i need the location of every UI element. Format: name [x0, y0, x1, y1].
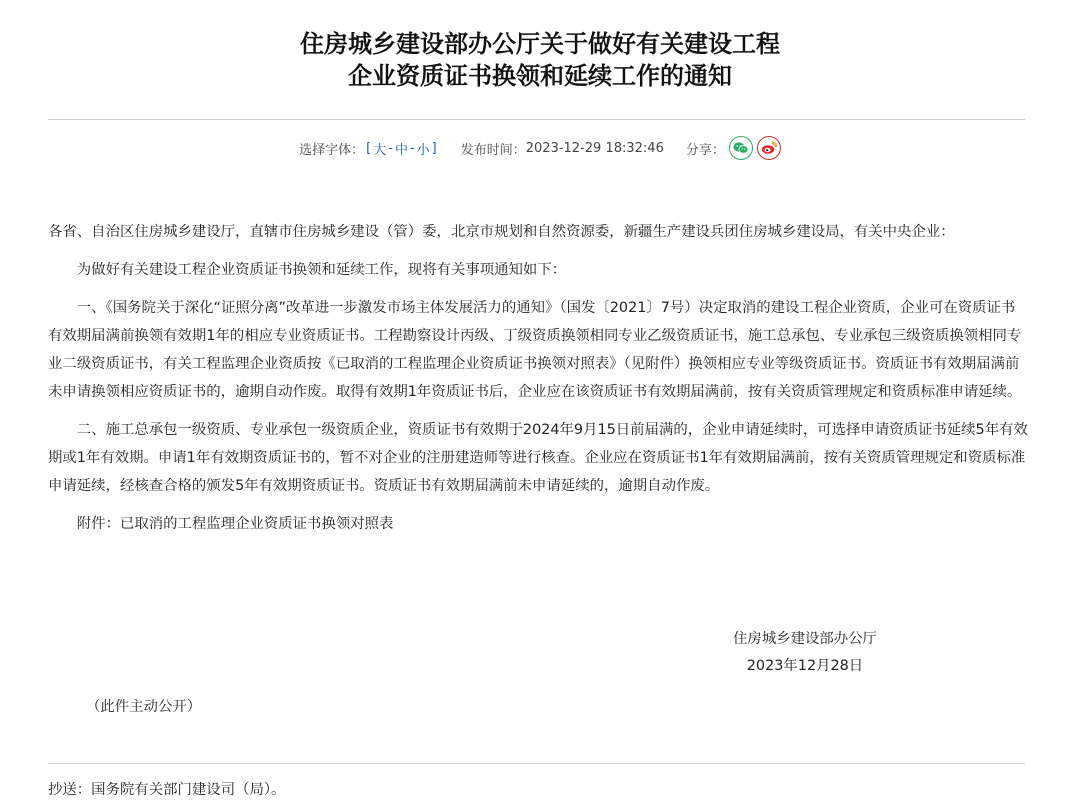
signature-block	[700, 626, 910, 680]
title-line-1: 住房城乡建设部办公厅关于做好有关建设工程	[300, 30, 780, 58]
font-medium-link[interactable]: 中	[394, 142, 408, 158]
issuing-office: 住房城乡建设部办公厅	[733, 631, 877, 647]
publish-label: 发布时间：	[460, 142, 526, 158]
cc-line: 抄送：国务院有关部门建设司（局）。	[48, 782, 286, 798]
bottom-divider	[48, 763, 1025, 764]
page-title	[0, 28, 1080, 92]
weibo-icon[interactable]	[757, 136, 781, 160]
font-separator: -	[388, 140, 393, 156]
intro-paragraph: 为做好有关建设工程企业资质证书换领和延续工作，现将有关事项通知如下：	[76, 262, 567, 278]
item-two-paragraph: 二、施工总承包一级资质、专业承包一级资质企业，资质证书有效期于2024年9月15日前届满的，企业申请延续时，可选择申请资质证书延续5年有效期或1年有效期。申请1年有效期资质证书的，暂不对企业的注册建造师等进行核查。企业应在资质证书1年有效期届满前，按有关资质管理规定和资质标准申请延续，经核查合格的颁发5年有效期资质证书。资质证书有效期届满前未申请延续的，逾期自动作废。	[48, 422, 1028, 494]
font-size-label: 选择字体：	[299, 142, 365, 158]
top-divider	[48, 119, 1025, 120]
font-separator: -	[409, 140, 415, 156]
bracket-close: ]	[431, 140, 437, 156]
issue-date: 2023年12月28日	[746, 658, 864, 674]
font-large-link[interactable]: 大	[373, 142, 387, 158]
public-note: （此件主动公开）	[86, 699, 202, 715]
title-line-2: 企业资质证书换领和延续工作的通知	[348, 62, 732, 90]
publish-time: 2023-12-29 18:32:46	[525, 140, 664, 156]
meta-bar	[0, 136, 1080, 160]
wechat-icon[interactable]	[729, 136, 753, 160]
attachment-line: 附件：已取消的工程监理企业资质证书换领对照表	[76, 516, 394, 532]
notice-body	[48, 218, 1028, 538]
bracket-open: [	[366, 140, 372, 156]
share-label: 分享：	[685, 142, 725, 158]
item-one-paragraph: 一、《国务院关于深化“证照分离”改革进一步激发市场主体发展活力的通知》（国发〔2021〕7号）决定取消的建设工程企业资质，企业可在资质证书有效期届满前换领有效期1年的相应专业资质证书。工程勘察设计丙级、丁级资质换领相同专业乙级资质证书，施工总承包、专业承包三级资质换领相同专业二级资质证书，有关工程监理企业资质按《已取消的工程监理企业资质证书换领对照表》（见附件）换领相应专业等级资质证书。资质证书有效期届满前未申请换领相应资质证书的，逾期自动作废。取得有效期1年资质证书后，企业应在该资质证书有效期届满前，按有关资质管理规定和资质标准申请延续。	[48, 300, 1022, 400]
font-small-link[interactable]: 小	[416, 142, 430, 158]
salutation: 各省、自治区住房城乡建设厅，直辖市住房城乡建设（管）委，北京市规划和自然资源委，新疆生产建设兵团住房城乡建设局，有关中央企业：	[48, 224, 955, 240]
